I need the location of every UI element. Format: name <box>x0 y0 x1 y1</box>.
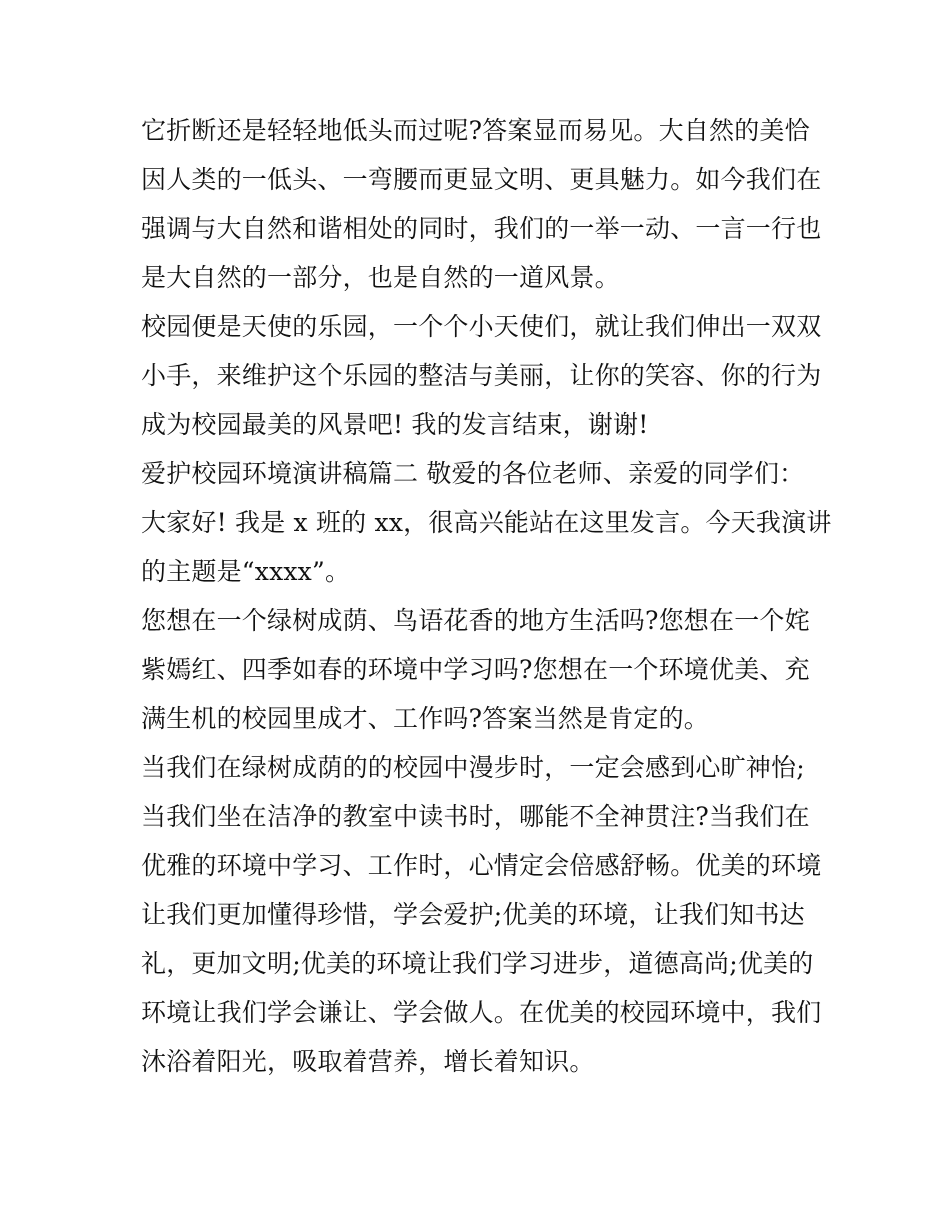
text-line: 小手，来维护这个乐园的整洁与美丽，让你的笑容、你的行为 <box>141 361 822 390</box>
text-line: 优雅的环境中学习、工作时，心情定会倍感舒畅。优美的环境 <box>141 851 822 880</box>
text-line: 让我们更加懂得珍惜，学会爱护;优美的环境，让我们知书达 <box>141 900 805 929</box>
text-line: 紫嫣红、四季如春的环境中学习吗?您想在一个环境优美、充 <box>141 655 810 684</box>
text-line: 是大自然的一部分，也是自然的一道风景。 <box>141 263 620 292</box>
text-line: 成为校园最美的风景吧! 我的发言结束，谢谢! <box>141 410 649 439</box>
text-line: 当我们在绿树成荫的的校园中漫步时，一定会感到心旷神怡; <box>141 753 805 782</box>
document-body <box>141 106 832 1086</box>
text-line: 当我们坐在洁净的教室中读书时，哪能不全神贯注?当我们在 <box>141 802 810 831</box>
text-line: 校园便是天使的乐园，一个个小天使们，就让我们伸出一双双 <box>141 312 822 341</box>
text-line: 您想在一个绿树成荫、鸟语花香的地方生活吗?您想在一个姹 <box>141 606 810 635</box>
text-line: 沐浴着阳光，吸取着营养，增长着知识。 <box>141 1047 595 1076</box>
text-line: 强调与大自然和谐相处的同时，我们的一举一动、一言一行也 <box>141 214 822 243</box>
text-line: 满生机的校园里成才、工作吗?答案当然是肯定的。 <box>141 704 710 733</box>
section-heading-line: 爱护校园环境演讲稿篇二 敬爱的各位老师、亲爱的同学们： <box>141 459 805 488</box>
text-line: 因人类的一低头、一弯腰而更显文明、更具魅力。如今我们在 <box>141 165 822 194</box>
text-line: 的主题是“xxxx”。 <box>141 557 351 586</box>
text-line: 环境让我们学会谦让、学会做人。在优美的校园环境中，我们 <box>141 998 822 1027</box>
text-line: 大家好! 我是 x 班的 xx，很高兴能站在这里发言。今天我演讲 <box>141 508 832 537</box>
text-line: 它折断还是轻轻地低头而过呢?答案显而易见。大自然的美恰 <box>141 116 810 145</box>
text-line: 礼，更加文明;优美的环境让我们学习进步，道德高尚;优美的 <box>141 949 814 978</box>
